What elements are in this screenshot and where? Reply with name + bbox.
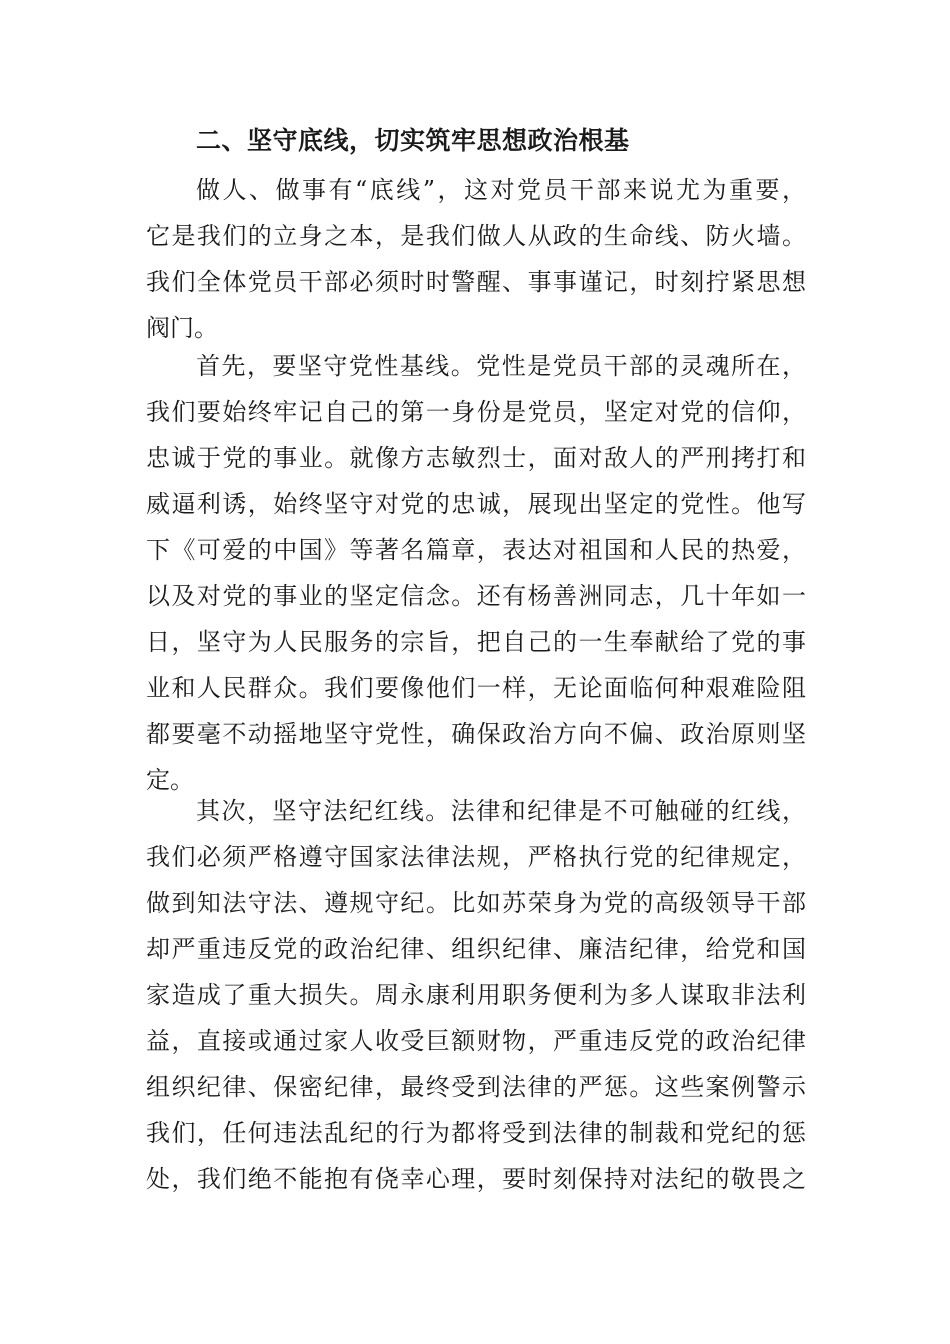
text-line: 日，坚守为人民服务的宗旨，把自己的一生奉献给了党的事 <box>146 628 806 656</box>
text-line: 组织纪律、保密纪律，最终受到法律的严惩。这些案例警示 <box>146 1073 806 1101</box>
text-line: 阀门。 <box>146 314 218 342</box>
section-heading: 二、坚守底线，切实筑牢思想政治根基 <box>196 126 630 155</box>
text-line: 做到知法守法、遵规守纪。比如苏荣身为党的高级领导干部 <box>146 889 806 917</box>
text-line: 定。 <box>146 766 194 794</box>
text-line: 我们全体党员干部必须时时警醒、事事谨记，时刻拧紧思想 <box>146 268 806 296</box>
text-line: 业和人民群众。我们要像他们一样，无论面临何种艰难险阻 <box>146 674 806 702</box>
text-line: 益，直接或通过家人收受巨额财物，严重违反党的政治纪律 <box>146 1027 806 1055</box>
text-line: 忠诚于党的事业。就像方志敏烈士，面对敌人的严刑拷打和 <box>146 444 806 472</box>
text-line: 却严重违反党的政治纪律、组织纪律、廉洁纪律，给党和国 <box>146 935 806 963</box>
text-line: 首先，要坚守党性基线。党性是党员干部的灵魂所在， <box>196 352 806 380</box>
text-line: 其次，坚守法纪红线。法律和纪律是不可触碰的红线， <box>196 797 806 825</box>
text-line: 下《可爱的中国》等著名篇章，表达对祖国和人民的热爱， <box>146 536 806 564</box>
text-line: 它是我们的立身之本，是我们做人从政的生命线、防火墙。 <box>146 222 806 250</box>
paragraph-bottom-line <box>146 167 806 351</box>
text-line: 处，我们绝不能抱有侥幸心理，要时刻保持对法纪的敬畏之 <box>146 1165 806 1193</box>
text-line: 做人、做事有“底线”，这对党员干部来说尤为重要， <box>196 176 806 204</box>
text-line: 我们必须严格遵守国家法律法规，严格执行党的纪律规定， <box>146 843 806 871</box>
paragraph-law-discipline <box>146 788 806 1202</box>
text-line: 以及对党的事业的坚定信念。还有杨善洲同志，几十年如一 <box>146 582 806 610</box>
text-line: 威逼利诱，始终坚守对党的忠诚，展现出坚定的党性。他写 <box>146 490 806 518</box>
text-line: 我们，任何违法乱纪的行为都将受到法律的制裁和党纪的惩 <box>146 1119 806 1147</box>
text-line: 家造成了重大损失。周永康利用职务便利为多人谋取非法利 <box>146 981 806 1009</box>
text-line: 我们要始终牢记自己的第一身份是党员，坚定对党的信仰， <box>146 398 806 426</box>
text-line: 都要毫不动摇地坚守党性，确保政治方向不偏、政治原则坚 <box>146 720 806 748</box>
paragraph-party-spirit <box>146 343 806 803</box>
